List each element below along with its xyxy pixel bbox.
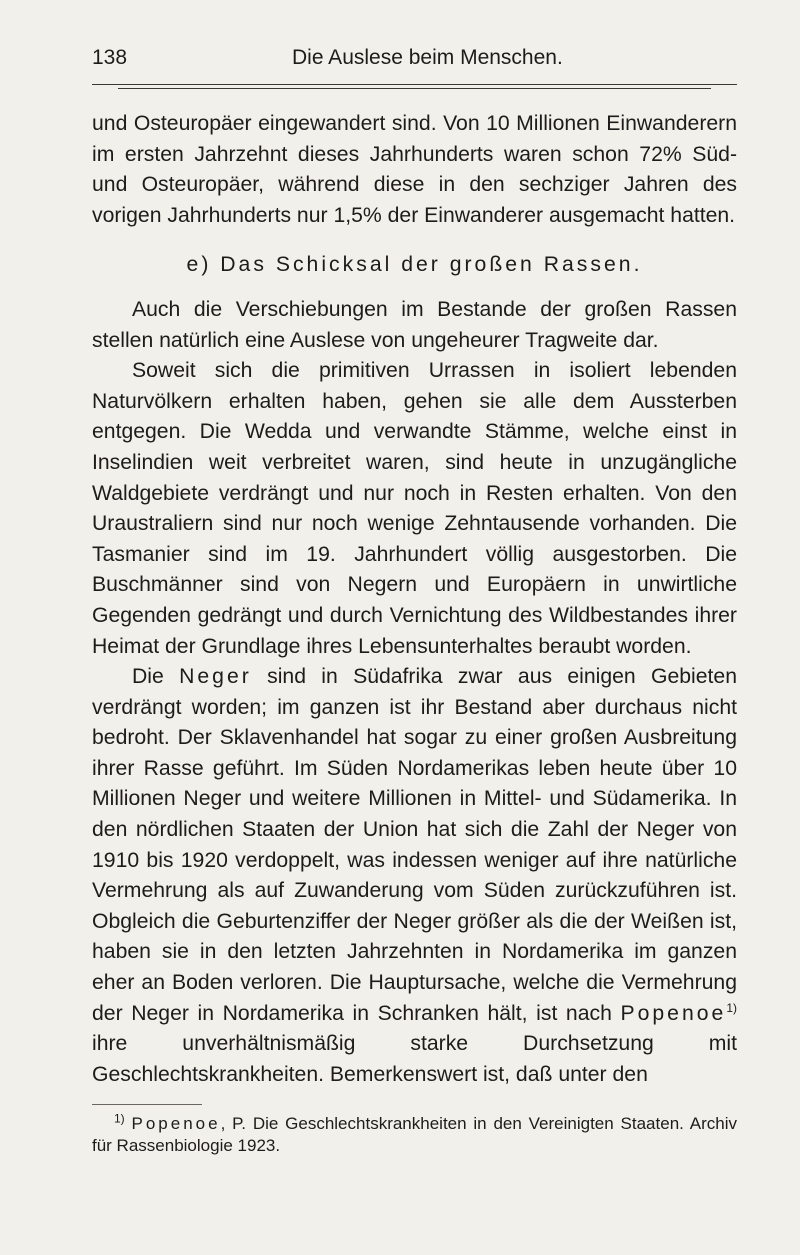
footnote bbox=[92, 1113, 737, 1157]
section-heading: e) Das Schicksal der großen Rassen. bbox=[186, 253, 643, 277]
footnote-text: , P. Die Geschlechtskrankheiten in den Vereinigten Staaten. Archiv für Rassenbiologie 1923. bbox=[92, 1114, 737, 1156]
paragraph-urrassen: Soweit sich die primitiven Urrassen in isoliert lebenden Naturvölkern erhalten haben, gehen sie alle dem Aussterben entgegen. Die Wedda und verwandte Stämme, welche einst in Inselindien weit verbreitet waren, sind heute in unzugängliche Waldgebiete verdrängt und nur noch in Resten erhalten. Von den Uraustraliern sind nur noch wenige Zehntausende vorhanden. Die Tasmanier sind im 19. Jahrhundert völlig ausgestorben. Die Buschmänner sind von Negern und Europäern in unwirtliche Gegenden gedrängt und durch Vernichtung des Wildbestandes ihrer Heimat der Grundlage ihres Lebensunterhaltes beraubt worden. bbox=[92, 359, 737, 658]
running-title: Die Auslese beim Menschen. bbox=[292, 46, 563, 69]
paragraph-continuation: und Osteuropäer eingewandert sind. Von 10 Millionen Einwanderern im ersten Jahrzehnt dieses Jahrhunderts waren schon 72% Süd- und Osteuropäer, während diese in den sechziger Jahren des vorigen Jahrhunderts nur 1,5% der Einwanderer ausgemacht hatten. bbox=[92, 112, 737, 227]
text-run: sind in Südafrika zwar aus einigen Gebieten verdrängt worden; im ganzen ist ihr Bestand aber durchaus nicht bedroht. Der Sklavenhandel hat sogar zu einer großen Ausbreitung ihrer Rasse geführt. Im Süden Nordamerikas leben heute über 10 Millionen Neger und weitere Millionen in Mittel- und Südamerika. In den nördlichen Staaten der Union hat sich die Zahl der Neger von 1910 bis 1920 verdoppelt, was indessen weniger auf ihre natürliche Vermehrung als auf Zuwanderung vom Süden zurückzuführen ist. Obgleich die Geburtenziffer der Neger größer als die der Weißen ist, haben sie in den letzten Jahrzehnten in Nordamerika im ganzen eher an Boden verloren. Die Hauptursache, welche die Vermehrung der Neger in Nordamerika in Schranken hält, ist nach bbox=[92, 665, 737, 1025]
footnote-rule bbox=[92, 1104, 202, 1105]
paragraph-intro: Auch die Verschiebungen im Bestande der großen Rassen stellen natürlich eine Auslese von ungeheurer Tragweite dar. bbox=[92, 297, 737, 352]
author-reference: Popenoe bbox=[620, 1001, 727, 1025]
page-number: 138 bbox=[92, 46, 128, 69]
body-text bbox=[92, 109, 737, 1090]
footnote-number: 1) bbox=[114, 1111, 125, 1126]
text-run: Die bbox=[132, 665, 180, 689]
footnote-marker: 1) bbox=[726, 1000, 737, 1015]
book-page bbox=[92, 46, 737, 1157]
header-rule bbox=[92, 84, 737, 85]
paragraph-neger bbox=[92, 662, 737, 1090]
text-run: ihre unverhältnismäßig starke Durchsetzung mit Geschlechtskrankheiten. Bemerkenswert ist, daß unter den bbox=[92, 1032, 737, 1086]
footnote-author: Popenoe bbox=[131, 1114, 221, 1134]
emphasis-neger: Neger bbox=[179, 665, 252, 689]
header-rule-thin bbox=[118, 88, 711, 89]
page-header bbox=[92, 46, 737, 82]
